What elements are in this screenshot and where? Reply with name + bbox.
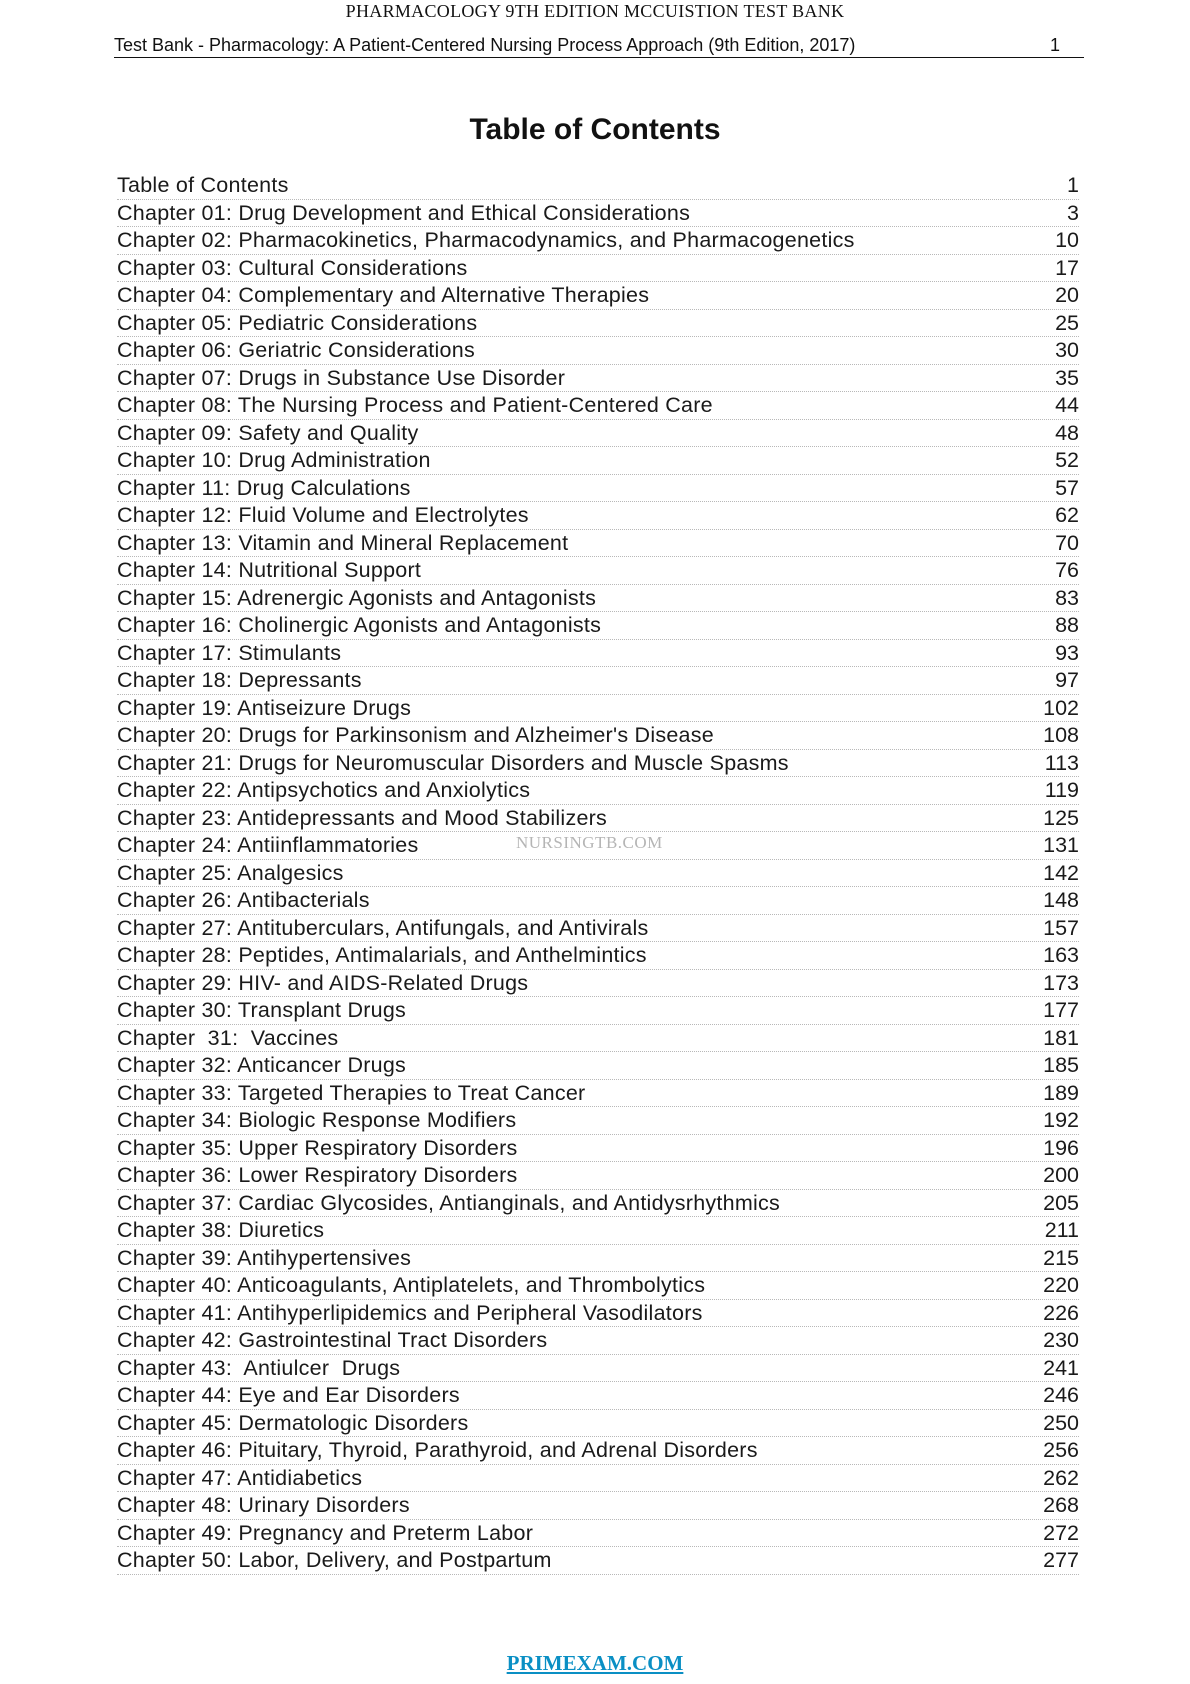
toc-entry-page-number: 113 xyxy=(1044,750,1079,775)
toc-entry[interactable] xyxy=(117,585,1079,613)
toc-entry-label: Chapter 31: Vaccines xyxy=(117,1025,339,1050)
toc-entry[interactable] xyxy=(117,1190,1079,1218)
toc-entry-label: Chapter 25: Analgesics xyxy=(117,860,344,885)
toc-entry-label: Chapter 47: Antidiabetics xyxy=(117,1465,363,1490)
toc-entry[interactable] xyxy=(117,1135,1079,1163)
toc-entry-page-number: 220 xyxy=(1043,1273,1079,1297)
toc-entry-page-number: 157 xyxy=(1043,915,1079,940)
toc-entry-page-number: 262 xyxy=(1043,1465,1079,1490)
toc-entry-label: Chapter 36: Lower Respiratory Disorders xyxy=(117,1163,518,1187)
toc-entry-label: Chapter 05: Pediatric Considerations xyxy=(117,310,478,335)
toc-entry[interactable] xyxy=(117,447,1079,475)
toc-entry-label: Chapter 20: Drugs for Parkinsonism and Alzheimer's Disease xyxy=(117,723,714,747)
toc-entry-page-number: 88 xyxy=(1055,613,1079,637)
toc-entry[interactable] xyxy=(117,805,1079,833)
toc-entry-label: Chapter 35: Upper Respiratory Disorders xyxy=(117,1135,518,1160)
toc-entry-page-number: 52 xyxy=(1055,448,1079,472)
watermark: NURSINGTB.COM xyxy=(516,833,663,852)
toc-entry[interactable] xyxy=(117,337,1079,365)
toc-entry-label: Chapter 28: Peptides, Antimalarials, and Anthelmintics xyxy=(117,943,647,967)
toc-entry-label: Chapter 06: Geriatric Considerations xyxy=(117,338,475,362)
toc-entry-label: Chapter 04: Complementary and Alternative Therapies xyxy=(117,283,650,307)
toc-entry-label: Chapter 24: Antiinflammatories xyxy=(117,833,419,857)
toc-entry-label: Table of Contents xyxy=(117,173,289,197)
footer-site-link[interactable]: PRIMEXAM.COM xyxy=(506,1651,684,1675)
toc-entry-page-number: 44 xyxy=(1055,393,1079,417)
toc-entry-label: Chapter 14: Nutritional Support xyxy=(117,558,422,582)
toc-entry[interactable] xyxy=(117,392,1079,420)
toc-entry-label: Chapter 34: Biologic Response Modifiers xyxy=(117,1108,517,1132)
toc-entry[interactable] xyxy=(117,255,1079,283)
toc-entry-label: Chapter 09: Safety and Quality xyxy=(117,420,419,445)
toc-entry-page-number: 250 xyxy=(1043,1410,1079,1435)
toc-entry-label: Chapter 12: Fluid Volume and Electrolytes xyxy=(117,503,529,527)
toc-entry-page-number: 1 xyxy=(1067,173,1079,197)
toc-entry-label: Chapter 42: Gastrointestinal Tract Disorders xyxy=(117,1328,548,1352)
toc-entry-page-number: 119 xyxy=(1044,778,1079,802)
toc-entry[interactable] xyxy=(117,1025,1079,1053)
toc-entry-page-number: 272 xyxy=(1043,1520,1079,1545)
toc-entry-page-number: 163 xyxy=(1043,943,1079,967)
toc-entry-page-number: 93 xyxy=(1055,640,1079,665)
toc-entry-page-number: 277 xyxy=(1043,1548,1079,1572)
toc-entry[interactable] xyxy=(117,475,1079,503)
page-title: Table of Contents xyxy=(469,113,721,146)
toc-entry-label: Chapter 43: Antiulcer Drugs xyxy=(117,1355,401,1380)
toc-entry-label: Chapter 15: Adrenergic Agonists and Antagonists xyxy=(117,585,597,610)
toc-entry-page-number: 70 xyxy=(1055,530,1079,555)
toc-entry-page-number: 189 xyxy=(1043,1080,1079,1105)
toc-entry[interactable] xyxy=(117,310,1079,338)
toc-entry-label: Chapter 39: Antihypertensives xyxy=(117,1245,412,1270)
toc-entry-page-number: 185 xyxy=(1043,1053,1079,1077)
toc-entry-page-number: 142 xyxy=(1043,860,1079,885)
footer xyxy=(0,1651,1190,1676)
toc-entry-label: Chapter 18: Depressants xyxy=(117,668,362,692)
toc-entry-label: Chapter 16: Cholinergic Agonists and Antagonists xyxy=(117,613,602,637)
toc-entry[interactable] xyxy=(117,282,1079,310)
running-header xyxy=(114,33,1084,58)
toc-entry-label: Chapter 23: Antidepressants and Mood Stabilizers xyxy=(117,805,608,830)
toc-entry-page-number: 246 xyxy=(1043,1383,1079,1407)
toc-entry-page-number: 48 xyxy=(1055,420,1079,445)
toc-entry-label: Chapter 40: Anticoagulants, Antiplatelets, and Thrombolytics xyxy=(117,1273,706,1297)
toc-entry-page-number: 181 xyxy=(1043,1025,1079,1050)
toc-entry-label: Chapter 01: Drug Development and Ethical Considerations xyxy=(117,200,691,225)
toc-entry[interactable] xyxy=(117,502,1079,530)
toc-entry[interactable] xyxy=(117,530,1079,558)
toc-entry[interactable] xyxy=(117,227,1079,255)
toc-entry-page-number: 226 xyxy=(1043,1300,1079,1325)
toc-entry-page-number: 131 xyxy=(1043,833,1079,857)
toc-entry[interactable] xyxy=(117,172,1079,200)
toc-entry-label: Chapter 45: Dermatologic Disorders xyxy=(117,1410,469,1435)
toc-entry-page-number: 200 xyxy=(1043,1163,1079,1187)
toc-entry-label: Chapter 08: The Nursing Process and Patient-Centered Care xyxy=(117,393,713,417)
toc-entry-label: Chapter 17: Stimulants xyxy=(117,640,342,665)
toc-entry-page-number: 230 xyxy=(1043,1328,1079,1352)
toc-entry-page-number: 97 xyxy=(1055,668,1079,692)
toc-entry-label: Chapter 37: Cardiac Glycosides, Antianginals, and Antidysrhythmics xyxy=(117,1190,781,1215)
toc-entry[interactable] xyxy=(117,722,1079,750)
toc-entry[interactable] xyxy=(117,1080,1079,1108)
toc-entry[interactable] xyxy=(117,1327,1079,1355)
toc-entry[interactable] xyxy=(117,640,1079,668)
toc-entry[interactable] xyxy=(117,942,1079,970)
toc-entry[interactable] xyxy=(117,1162,1079,1190)
toc-entry[interactable] xyxy=(117,1272,1079,1300)
toc-entry-page-number: 76 xyxy=(1055,558,1079,582)
toc-entry-page-number: 35 xyxy=(1055,365,1079,390)
toc-entry-label: Chapter 03: Cultural Considerations xyxy=(117,255,468,280)
table-of-contents xyxy=(117,172,1079,1575)
toc-entry-page-number: 3 xyxy=(1067,200,1079,225)
toc-entry-label: Chapter 21: Drugs for Neuromuscular Disorders and Muscle Spasms xyxy=(117,750,789,775)
toc-entry[interactable] xyxy=(117,1245,1079,1273)
toc-entry[interactable] xyxy=(117,420,1079,448)
toc-entry[interactable] xyxy=(117,750,1079,778)
toc-entry[interactable] xyxy=(117,557,1079,585)
toc-entry-page-number: 83 xyxy=(1055,585,1079,610)
toc-entry-label: Chapter 41: Antihyperlipidemics and Peripheral Vasodilators xyxy=(117,1300,703,1325)
toc-entry-page-number: 241 xyxy=(1043,1355,1079,1380)
toc-entry-page-number: 268 xyxy=(1043,1493,1079,1517)
toc-entry[interactable] xyxy=(117,1437,1079,1465)
toc-entry-label: Chapter 38: Diuretics xyxy=(117,1218,325,1242)
toc-entry-page-number: 102 xyxy=(1043,695,1079,720)
toc-entry[interactable] xyxy=(117,1547,1079,1575)
toc-entry[interactable] xyxy=(117,1465,1079,1493)
toc-entry-label: Chapter 49: Pregnancy and Preterm Labor xyxy=(117,1520,534,1545)
toc-entry-label: Chapter 13: Vitamin and Mineral Replacement xyxy=(117,530,569,555)
toc-entry-page-number: 25 xyxy=(1055,310,1079,335)
toc-entry-label: Chapter 48: Urinary Disorders xyxy=(117,1493,410,1517)
toc-entry-label: Chapter 50: Labor, Delivery, and Postpartum xyxy=(117,1548,552,1572)
toc-entry-label: Chapter 29: HIV- and AIDS-Related Drugs xyxy=(117,970,529,995)
toc-entry[interactable] xyxy=(117,1410,1079,1438)
toc-entry[interactable] xyxy=(117,667,1079,695)
toc-entry-label: Chapter 10: Drug Administration xyxy=(117,448,431,472)
toc-entry[interactable] xyxy=(117,777,1079,805)
toc-entry[interactable] xyxy=(117,612,1079,640)
toc-entry-page-number: 148 xyxy=(1043,888,1079,912)
toc-entry[interactable] xyxy=(117,887,1079,915)
toc-entry-page-number: 108 xyxy=(1043,723,1079,747)
toc-entry[interactable] xyxy=(117,1382,1079,1410)
toc-entry-label: Chapter 27: Antituberculars, Antifungals, and Antivirals xyxy=(117,915,649,940)
toc-entry[interactable] xyxy=(117,1355,1079,1383)
toc-entry-label: Chapter 22: Antipsychotics and Anxiolytics xyxy=(117,778,531,802)
toc-entry-label: Chapter 02: Pharmacokinetics, Pharmacodynamics, and Pharmacogenetics xyxy=(117,228,855,252)
toc-entry[interactable] xyxy=(117,997,1079,1025)
toc-entry-label: Chapter 07: Drugs in Substance Use Disorder xyxy=(117,365,566,390)
toc-entry[interactable] xyxy=(117,860,1079,888)
toc-entry-label: Chapter 26: Antibacterials xyxy=(117,888,370,912)
running-header-title: Test Bank - Pharmacology: A Patient-Centered Nursing Process Approach (9th Edition, 2017) xyxy=(114,35,856,55)
toc-entry-page-number: 30 xyxy=(1055,338,1079,362)
toc-entry-label: Chapter 19: Antiseizure Drugs xyxy=(117,695,412,720)
toc-entry[interactable] xyxy=(117,1520,1079,1548)
toc-entry-label: Chapter 30: Transplant Drugs xyxy=(117,998,407,1022)
toc-entry-page-number: 211 xyxy=(1044,1218,1079,1242)
toc-entry-page-number: 196 xyxy=(1043,1135,1079,1160)
toc-entry-page-number: 62 xyxy=(1055,503,1079,527)
toc-entry[interactable] xyxy=(117,1107,1079,1135)
toc-entry[interactable] xyxy=(117,365,1079,393)
toc-entry-page-number: 10 xyxy=(1055,228,1079,252)
toc-entry[interactable] xyxy=(117,1492,1079,1520)
toc-entry[interactable] xyxy=(117,915,1079,943)
toc-entry-page-number: 20 xyxy=(1055,283,1079,307)
toc-entry-page-number: 205 xyxy=(1043,1190,1079,1215)
toc-entry-label: Chapter 33: Targeted Therapies to Treat Cancer xyxy=(117,1080,586,1105)
toc-entry[interactable] xyxy=(117,970,1079,998)
toc-entry[interactable] xyxy=(117,200,1079,228)
toc-entry-page-number: 215 xyxy=(1043,1245,1079,1270)
toc-entry-page-number: 256 xyxy=(1043,1438,1079,1462)
toc-entry-page-number: 192 xyxy=(1043,1108,1079,1132)
toc-entry[interactable] xyxy=(117,1217,1079,1245)
toc-entry-page-number: 173 xyxy=(1043,970,1079,995)
toc-entry-label: Chapter 46: Pituitary, Thyroid, Parathyroid, and Adrenal Disorders xyxy=(117,1438,758,1462)
toc-entry[interactable] xyxy=(117,1052,1079,1080)
toc-entry-page-number: 57 xyxy=(1055,475,1079,500)
toc-entry[interactable] xyxy=(117,695,1079,723)
toc-entry-page-number: 177 xyxy=(1043,998,1079,1022)
toc-entry-page-number: 17 xyxy=(1055,255,1079,280)
toc-entry-page-number: 125 xyxy=(1043,805,1079,830)
toc-entry-label: Chapter 11: Drug Calculations xyxy=(117,475,411,500)
document-banner: PHARMACOLOGY 9TH EDITION MCCUISTION TEST BANK xyxy=(345,1,845,21)
running-header-page-number: 1 xyxy=(1049,35,1060,55)
toc-entry[interactable] xyxy=(117,1300,1079,1328)
toc-entry-label: Chapter 44: Eye and Ear Disorders xyxy=(117,1383,460,1407)
toc-entry-label: Chapter 32: Anticancer Drugs xyxy=(117,1053,407,1077)
